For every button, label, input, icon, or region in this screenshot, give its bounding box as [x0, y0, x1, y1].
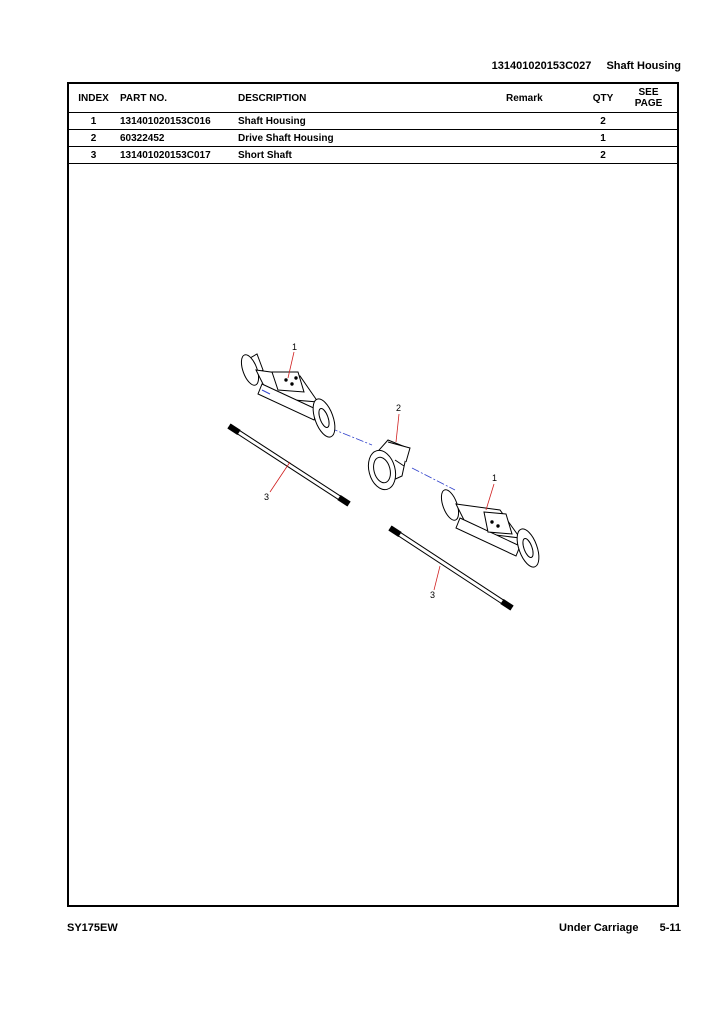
callout-housing-upper: 1: [292, 342, 298, 352]
row-qty: 2: [586, 113, 620, 130]
drive-shaft-housing-illustration: [364, 440, 410, 493]
shaft-housing-lower-illustration: [438, 488, 543, 570]
col-description: DESCRIPTION: [238, 84, 506, 113]
col-remark: Remark: [506, 84, 586, 113]
row-part-no: 131401020153C017: [118, 147, 238, 164]
col-qty: QTY: [586, 84, 620, 113]
callout-shaft-lower: 3: [430, 590, 436, 600]
footer-section: Under Carriage: [559, 922, 639, 934]
row-index: 2: [69, 130, 118, 147]
callout-housing-lower: 1: [492, 473, 498, 483]
footer-model: SY175EW: [67, 922, 118, 934]
callout-shaft-upper: 3: [264, 492, 270, 502]
row-index: 1: [69, 113, 118, 130]
row-qty: 1: [586, 130, 620, 147]
footer-right: [559, 922, 681, 934]
shaft-housing-upper-illustration: [238, 353, 339, 440]
short-shaft-upper-illustration: [229, 426, 349, 504]
row-index: 3: [69, 147, 118, 164]
row-description: Drive Shaft Housing: [238, 130, 506, 147]
col-see-label: SEE: [638, 87, 659, 98]
col-page-label: PAGE: [634, 98, 663, 109]
callout-drive-housing: 2: [396, 403, 402, 413]
footer-page-number: 5-11: [659, 922, 681, 934]
row-description: Shaft Housing: [238, 113, 506, 130]
assembly-title: Shaft Housing: [606, 60, 681, 72]
row-part-no: 131401020153C016: [118, 113, 238, 130]
row-part-no: 60322452: [118, 130, 238, 147]
assembly-part-number: 131401020153C027: [491, 60, 592, 72]
row-description: Short Shaft: [238, 147, 506, 164]
row-qty: 2: [586, 147, 620, 164]
col-index: INDEX: [69, 84, 118, 113]
col-part-no: PART NO.: [118, 84, 238, 113]
